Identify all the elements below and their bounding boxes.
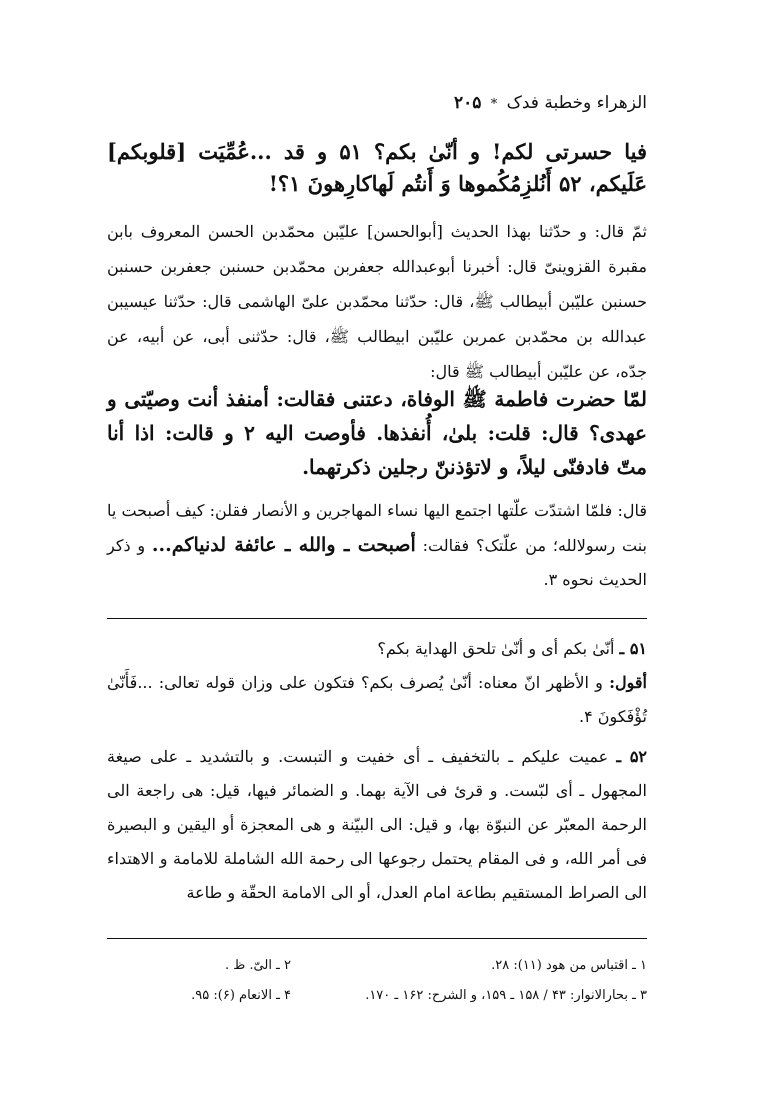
note-51-text: أنّیٰ بكم أی و أنّیٰ تلحق الهداية بكم؟ [377, 639, 615, 658]
page-number: ۲۰۵ [453, 93, 482, 113]
section-divider [107, 618, 647, 619]
footnote-1: ۱ ـ اقتباس من هود (۱۱): ۲۸. [491, 958, 647, 973]
narration-continued-a: قال: فلمّا اشتدّت علّتها اجتمع اليها نساء المهاجرين و الأنصار فقلن: كيف أصبحت يا بنت رسولالله؛ من علّتک؟ فقالت: [107, 501, 648, 555]
hadith-text: لمّا حضرت فاطمة ﷺ الوفاة، دعتنی فقالت: أمنفذ أنت وصيّتی و عهدی؟ قال: قلت: بلیٰ، أُنفذها. فأوصت اليه ۲ و قالت: اذا أنا متّ فادفنّی ليلاً، و لاتؤذننّ رجلين ذكرتهما. [107, 387, 647, 479]
aqul-text: و الأظهر انّ معناه: أنّیٰ يُصرف بكم؟ فتكون علی وزان قوله تعالی: ...فَأَنّیٰ تُؤْفَكونَ ۴. [107, 673, 647, 726]
sermon-verse: فيا حسرتی لكم! و أنّیٰ بكم؟ ۵۱ و قد ...عُمِّيَت [قلوبكم] عَلَيكم، ۵۲ أَنُلزِمُكُموها وَ أَنتُم لَهاكارِهونَ ۱؟! [107, 139, 647, 196]
aqul-label: أقول: [609, 673, 647, 692]
note-52-label: ۵۲ ـ [616, 747, 648, 766]
commentary-52 [107, 740, 647, 910]
footnote-4: ۴ ـ الانعام (۶): ۹۵. [191, 988, 291, 1003]
header-separator: * [490, 97, 498, 112]
note-51-label: ۵۱ ـ [619, 639, 647, 658]
narration-chain: ثمّ قال: و حدّثنا بهذا الحديث [أبوالحسن] علیّبن محمّدبن الحسن المعروف بابن مقبرة القزوينیّ قال: أخبرنا أبوعبدالله جعفربن محمّدبن حسنبن جعفربن حسنبن حسنبن علیّبن أبیطالب ﷺ، قال: حدّثنا محمّدبن علیّ الهاشمی قال: حدّثنا عيسیبن عبدالله بن محمّدبن عمربن علیّبن ابیطالب ﷺ، قال: حدّثنی أبی، عن أبيه، عن جدّه، عن علیّبن أبیطالب ﷺ قال: [107, 222, 648, 381]
narration-continued [107, 494, 647, 597]
footnote-divider [107, 938, 647, 939]
narration-continued-c: و ذكر الحديث نحوه ۳. [107, 536, 647, 589]
footnote-3: ۳ ـ بحارالانوار: ۴۳ / ۱۵۸ ـ ۱۵۹، و الشرح: ۱۶۲ ـ ۱۷۰. [365, 988, 647, 1003]
commentary-51 [107, 632, 647, 734]
book-title: الزهراء وخطبة فدک [506, 93, 647, 113]
note-52-text: عميت عليكم ـ بالتخفيف ـ أی خفيت و التبست. و بالتشديد ـ علی صيغة المجهول ـ أی لبّست. و قرئ فی الآية بهما. و الضمائر فيها، قيل: هی راجعة الی الرحمة المعبّر عن النبوّة بها، و قيل: الی البيّنة و هی المعجزة أو اليقين و البصيرة فی أمر الله، و فی المقام يحتمل رجوعها الی رحمة الله الشاملة للامامة و الاهتداء الی الصراط المستقيم بطاعة امام العدل، أو الی الامامة الحقّة و طاعة [107, 747, 647, 902]
narration-continued-quote: أصبحت ـ والله ـ عائفة لدنياكم... [151, 534, 416, 556]
running-header [107, 92, 647, 116]
footnote-2: ۲ ـ الیّ. ظ . [224, 958, 291, 973]
